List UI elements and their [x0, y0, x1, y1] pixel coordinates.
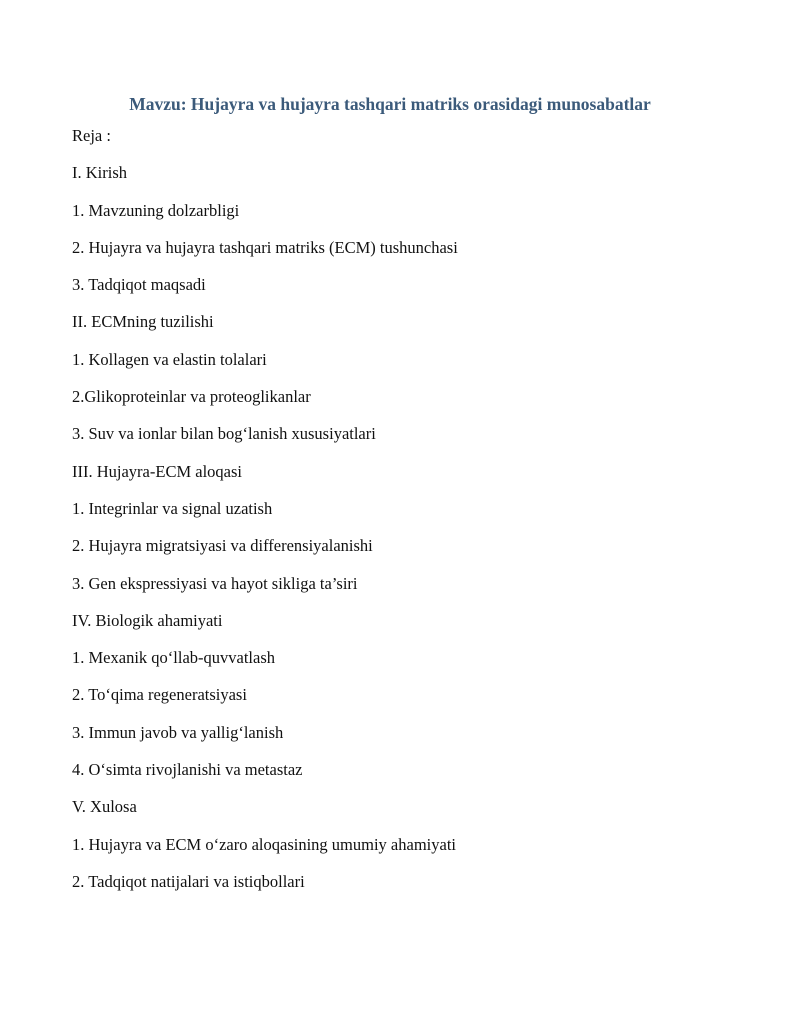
outline-item: 4. O‘simta rivojlanishi va metastaz	[72, 760, 303, 780]
outline-item: 1. Kollagen va elastin tolalari	[72, 349, 267, 369]
outline-list	[72, 126, 752, 909]
outline-item: 1. Integrinlar va signal uzatish	[72, 498, 273, 518]
outline-item: 2. Tadqiqot natijalari va istiqbollari	[72, 871, 305, 891]
document-title: Mavzu: Hujayra va hujayra tashqari matriks orasidagi munosabatlar	[129, 94, 651, 114]
outline-item: 2. To‘qima regeneratsiyasi	[72, 685, 247, 705]
outline-section-1: I. Kirish	[72, 163, 127, 183]
outline-item: 1. Mexanik qo‘llab-quvvatlash	[72, 648, 275, 668]
outline-section-3: III. Hujayra-ECM aloqasi	[72, 461, 242, 481]
outline-item: 3. Immun javob va yallig‘lanish	[72, 722, 284, 742]
outline-item: 2.Glikoproteinlar va proteoglikanlar	[72, 387, 311, 407]
outline-section-4: IV. Biologik ahamiyati	[72, 610, 223, 630]
outline-section-5: V. Xulosa	[72, 797, 137, 817]
outline-item: 1. Hujayra va ECM o‘zaro aloqasining umumiy ahamiyati	[72, 834, 456, 854]
outline-item: 2. Hujayra va hujayra tashqari matriks (ECM) tushunchasi	[72, 237, 458, 257]
outline-item: 1. Mavzuning dolzarbligi	[72, 200, 240, 220]
outline-item: 3. Tadqiqot maqsadi	[72, 275, 206, 295]
outline-item: 3. Gen ekspressiyasi va hayot sikliga ta’siri	[72, 573, 358, 593]
outline-section-2: II. ECMning tuzilishi	[72, 312, 214, 332]
outline-heading-reja: Reja :	[72, 126, 111, 145]
outline-item: 3. Suv va ionlar bilan bog‘lanish xususiyatlari	[72, 424, 376, 444]
outline-item: 2. Hujayra migratsiyasi va differensiyalanishi	[72, 536, 373, 556]
